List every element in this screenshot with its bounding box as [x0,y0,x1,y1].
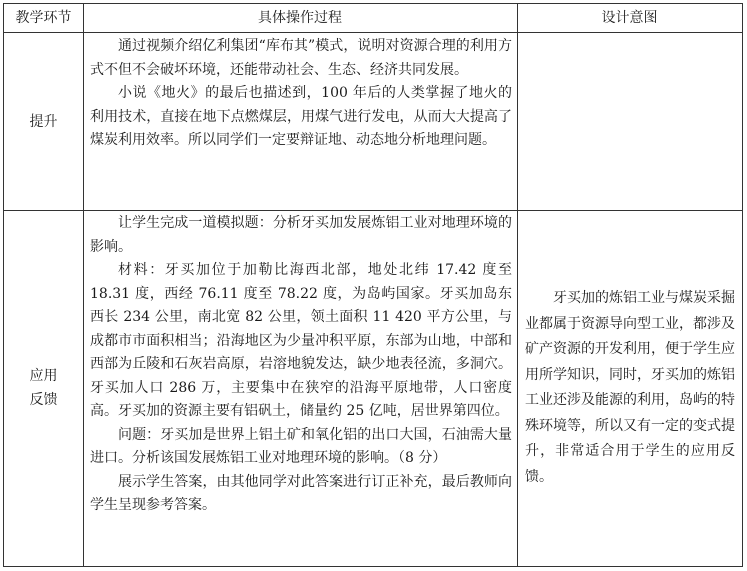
row-stage-cell [4,32,83,210]
process-cell [90,212,512,518]
process-paragraph: 小说《地火》的最后也描述到，100 年后的人类掌握了地火的利用技术，直接在地下点燃煤层，用煤气进行发电，从而大大提高了煤炭利用效率。所以同学们一定要辩证地、动态地分析地理问题。 [90,85,512,148]
intent-cell [525,210,735,566]
lesson-plan-table [3,3,743,567]
header-intent: 设计意图 [601,10,658,26]
process-paragraph: 材料：牙买加位于加勒比海西北部，地处北纬 17.42 度至 18.31 度，西经 76.11 度至 78.22 度，为岛屿国家。牙买加岛东西长 234 公里，南北宽 82 公里，领土面积 11 420 平方公里，与成都市市面积相当；沿海地区为少量冲积平原，东部为山地，中部和西部为丘陵和石灰岩高原，岩溶地貌发达，缺少地表径流，多洞穴。牙买加人口 286 万，主要集中在狭窄的沿海平原地带，人口密度高。牙买加的资源主要有铝矾土，储量约 25 亿吨，居世界第四位。 [90,262,512,419]
header-stage: 教学环节 [15,10,72,26]
process-cell [90,35,512,153]
stage-label: 应用反馈 [29,368,58,408]
row-stage-cell [4,210,83,566]
process-paragraph: 让学生完成一道模拟题：分析牙买加发展炼铝工业对地理环境的影响。 [90,215,512,255]
header-process: 具体操作过程 [258,10,342,26]
process-paragraph: 问题：牙买加是世界上铝土矿和氧化铝的出口大国，石油需大量进口。分析该国发展炼铝工业对地理环境的影响。（8 分） [90,426,512,466]
process-paragraph: 通过视频介绍亿利集团“库布其”模式，说明对资源合理的利用方式不但不会破坏环境，还能带动社会、生态、经济共同发展。 [90,38,512,78]
intent-text: 牙买加的炼铝工业与煤炭采掘业都属于资源导向型工业，都涉及矿产资源的开发利用，便于学生应用所学知识，同时，牙买加的炼铝工业还涉及能源的利用，岛屿的特殊环境等，所以又有一定的变式提升，非常适合用于学生的应用反馈。 [525,290,735,485]
stage-label: 提升 [29,114,58,130]
process-paragraph: 展示学生答案，由其他同学对此答案进行订正补充，最后教师向学生呈现参考答案。 [90,473,512,513]
column-divider [83,4,84,566]
intent-cell [517,32,742,210]
